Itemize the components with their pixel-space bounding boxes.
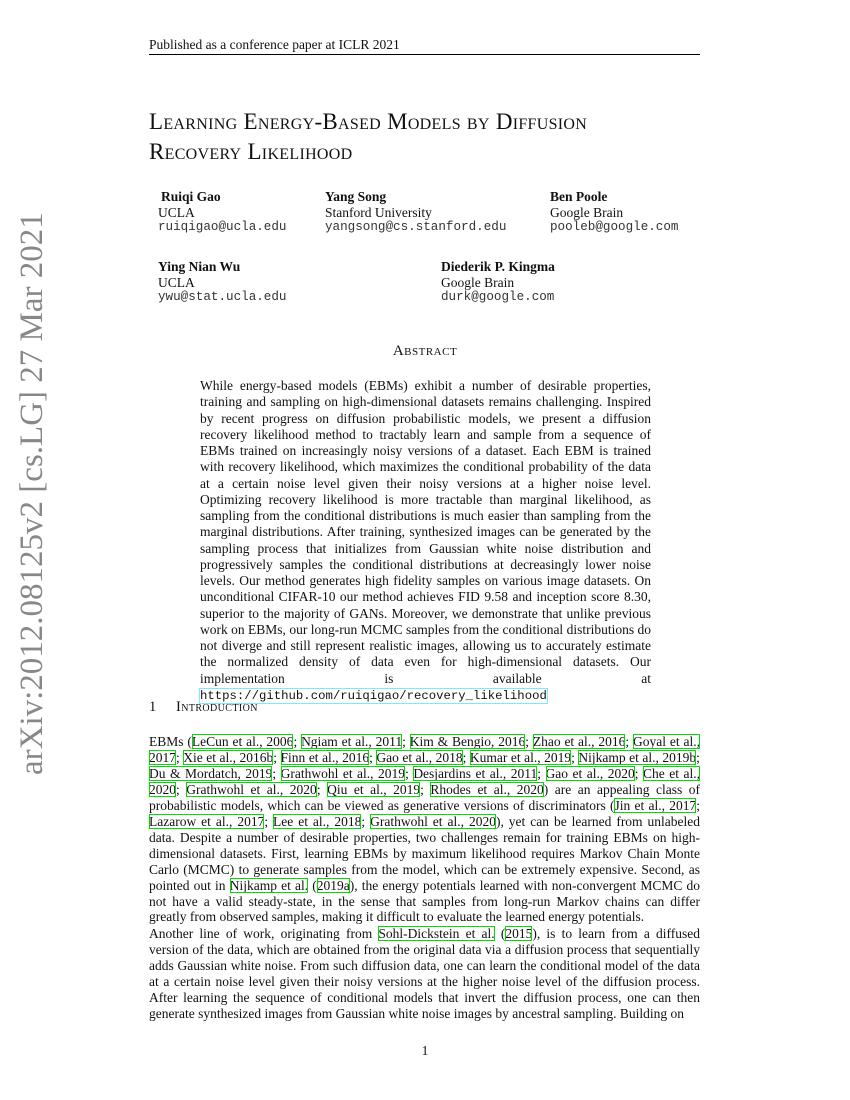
page-number: 1 bbox=[421, 1043, 429, 1058]
author-email: yangsong@cs.stanford.edu bbox=[325, 220, 507, 234]
citation-link[interactable]: Sohl-Dickstein et al. bbox=[378, 926, 495, 941]
citation-link[interactable]: Qiu et al., 2019 bbox=[327, 781, 421, 797]
author-name: Ben Poole bbox=[550, 189, 608, 204]
section-heading bbox=[149, 699, 258, 716]
citation-link[interactable]: LeCun et al., 2006 bbox=[191, 734, 294, 749]
citation-link[interactable]: Gao et al., 2020 bbox=[545, 765, 635, 781]
text-run: ; bbox=[176, 749, 184, 765]
text-run: ), is to learn from a diffused version of the data, which are obtained from the original data via a diffusion process that sequentially adds Gaussian white noise. From such diffusion data, one can learn the conditional model of the data at a certain noise level given their noisy versions at the higher noise level of the diffusion process. After learning the sequence of conditional models that invert the diffusion process, one can then generate synthesized images from Gaussian white noise images by ancestral sampling. Building on bbox=[149, 926, 700, 1021]
citation-link[interactable]: Xie et al., 2016b bbox=[183, 749, 274, 765]
text-run: ; bbox=[264, 813, 274, 829]
text-run: ; bbox=[537, 765, 546, 781]
citation-link[interactable]: Zhao et al., 2016 bbox=[532, 734, 626, 749]
repository-link[interactable]: https://github.com/ruiqigao/recovery_likelihood bbox=[200, 688, 547, 703]
paper-title: Learning Energy-Based Models by Diffusion Recovery Likelihood bbox=[149, 109, 588, 164]
citation-link[interactable]: Kim & Bengio, 2016 bbox=[409, 734, 526, 749]
author-affiliation: Google Brain bbox=[441, 274, 515, 290]
author-block bbox=[441, 259, 555, 306]
author-affiliation: UCLA bbox=[158, 274, 195, 290]
citation-link[interactable]: Nijkamp et al., 2019b bbox=[578, 749, 697, 765]
text-run: ( bbox=[308, 877, 317, 893]
author-block bbox=[550, 189, 678, 236]
text-run: ; bbox=[369, 749, 377, 765]
author-name: Ruiqi Gao bbox=[161, 189, 221, 204]
author-email: ruiqigao@ucla.edu bbox=[158, 220, 287, 234]
text-run: ; bbox=[273, 749, 281, 765]
text-run: ; bbox=[462, 749, 470, 765]
author-email: pooleb@google.com bbox=[550, 220, 679, 234]
text-run: ; bbox=[316, 781, 328, 797]
text-run: Another line of work, originating from bbox=[149, 926, 379, 941]
citation-link[interactable]: Grathwohl et al., 2020 bbox=[186, 781, 317, 797]
citation-link[interactable]: Nijkamp et al. bbox=[229, 877, 309, 893]
citation-link[interactable]: Grathwohl et al., 2019 bbox=[280, 765, 406, 781]
citation-link[interactable]: Kumar et al., 2019 bbox=[469, 749, 572, 765]
citation-link[interactable]: Ngiam et al., 2011 bbox=[301, 734, 403, 749]
abstract-text: While energy-based models (EBMs) exhibit a number of desirable properties, training and sampling on high-dimensional datasets remains challenging. Inspired by recent progress on diffusion probabilistic models, we present a diffusion recovery likelihood method to tractably learn and sample from a sequence of EBMs trained on increasingly noisy versions of a dataset. Each EBM is trained with recovery likelihood, which maximizes the conditional probability of the data at a certain noise level given their noisy versions at a higher noise level. Optimizing recovery likelihood is more tractable than marginal likelihood, as sampling from the conditional distributions is much easier than sampling from the marginal distributions. After training, synthesized images can be generated by the sampling process that initializes from Gaussian white noise distribution and progressively samples the conditional distributions at decreasingly lower noise levels. Our method generates high fidelity samples on various image datasets. On unconditional CIFAR-10 our method achieves FID 9.58 and inception score 8.30, superior to the majority of GANs. Moreover, we demonstrate that unlike previous work on EBMs, our long-run MCMC samples from the conditional distributions do not diverge and still represent realistic images, allowing us to accurately estimate the normalized density of data even for high-dimensional datasets. Our implementation is available at bbox=[200, 378, 651, 686]
citation-link[interactable]: 2019a bbox=[316, 877, 350, 893]
text-run: ; bbox=[361, 813, 371, 829]
running-header: Published as a conference paper at ICLR 2021 bbox=[149, 37, 400, 52]
text-run: ; bbox=[293, 734, 302, 749]
text-run: ; bbox=[420, 781, 431, 797]
citation-link[interactable]: 2015 bbox=[505, 926, 533, 941]
text-run: ; bbox=[272, 765, 281, 781]
citation-link[interactable]: Goyal et al., 2017 bbox=[149, 734, 700, 765]
text-run: ; bbox=[696, 749, 700, 765]
section-number: 1 bbox=[149, 699, 157, 715]
abstract-body bbox=[200, 378, 651, 704]
text-run: ; bbox=[634, 765, 643, 781]
text-run: EBMs ( bbox=[149, 734, 192, 749]
author-affiliation: Google Brain bbox=[550, 204, 624, 220]
intro-paragraph-2 bbox=[149, 926, 700, 1022]
author-affiliation: Stanford University bbox=[325, 204, 432, 220]
text-run: ), the energy potentials learned with non-convergent MCMC do not have a valid steady-state, in the sense that samples from long-run Markov chains can differ greatly from observed samples, making it difficult to evaluate the learned energy potentials. bbox=[149, 877, 701, 925]
citation-link[interactable]: Gao et al., 2018 bbox=[376, 749, 463, 765]
citation-link[interactable]: Lazarow et al., 2017 bbox=[149, 813, 265, 829]
citation-link[interactable]: Rhodes et al., 2020 bbox=[430, 781, 544, 797]
author-name: Yang Song bbox=[325, 189, 387, 204]
text-run: ( bbox=[494, 926, 506, 941]
text-run: ; bbox=[525, 734, 533, 749]
author-name: Ying Nian Wu bbox=[158, 259, 241, 274]
text-run: ; bbox=[176, 781, 187, 797]
citation-link[interactable]: Finn et al., 2016 bbox=[280, 749, 370, 765]
citation-link[interactable]: Lee et al., 2018 bbox=[273, 813, 362, 829]
citation-link[interactable]: Du & Mordatch, 2019 bbox=[149, 765, 273, 781]
author-block bbox=[325, 189, 506, 236]
text-run: ; bbox=[402, 734, 410, 749]
intro-paragraph-1 bbox=[149, 734, 700, 925]
text-run: ; bbox=[571, 749, 579, 765]
text-run: ; bbox=[696, 797, 700, 813]
text-run: ; bbox=[625, 734, 634, 749]
citation-link[interactable]: Grathwohl et al., 2020 bbox=[370, 813, 496, 829]
text-run: ), yet can be learned from unlabeled data. Despite a number of desirable properties, two challenges remain for training EBMs on high-dimensional datasets. First, learning EBMs by maximum likelihood requires Markov Chain Monte Carlo (MCMC) to generate samples from the model, which can be extremely expensive. Second, as pointed out in bbox=[149, 813, 700, 893]
author-email: ywu@stat.ucla.edu bbox=[158, 290, 287, 304]
arxiv-stamp: arXiv:2012.08125v2 [cs.LG] 27 Mar 2021 bbox=[14, 212, 50, 775]
author-email: durk@google.com bbox=[441, 290, 555, 304]
text-run: ) are an appealing class of probabilistic models, which can be viewed as generative versions of discriminators ( bbox=[149, 781, 700, 813]
author-block bbox=[158, 259, 286, 306]
abstract-heading: Abstract bbox=[392, 343, 458, 359]
citation-link[interactable]: Desjardins et al., 2011 bbox=[413, 765, 538, 781]
header-rule bbox=[149, 54, 700, 55]
text-run: ; bbox=[405, 765, 414, 781]
citation-link[interactable]: Jin et al., 2017 bbox=[614, 797, 697, 813]
citation-link[interactable]: Che et al., 2020 bbox=[149, 765, 700, 797]
author-block bbox=[158, 189, 287, 236]
author-affiliation: UCLA bbox=[158, 204, 195, 220]
author-name: Diederik P. Kingma bbox=[441, 259, 555, 274]
section-title: Introduction bbox=[176, 699, 258, 715]
